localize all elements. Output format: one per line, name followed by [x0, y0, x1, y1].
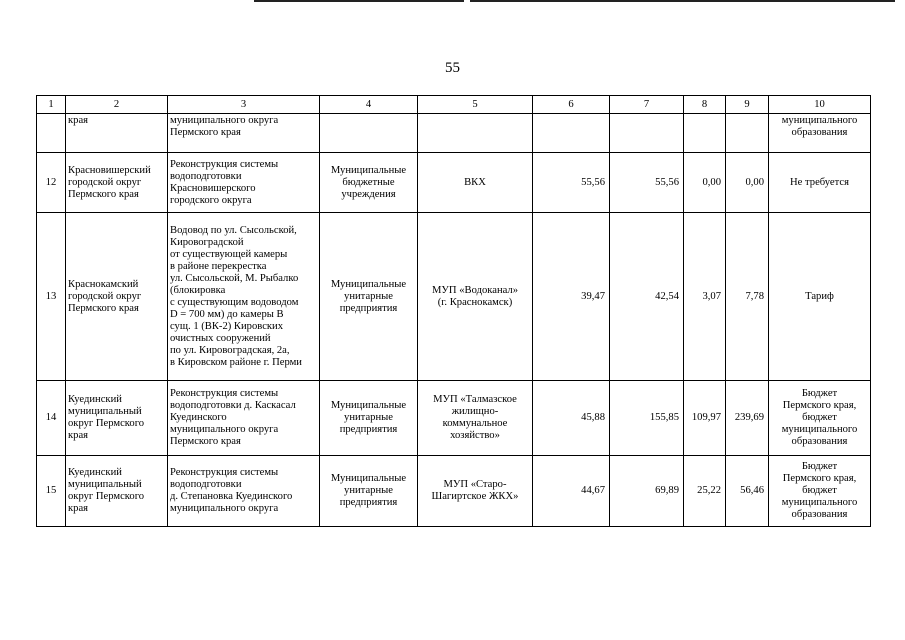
operator-cell: МУП «Старо- Шагиртское ЖКХ» — [418, 456, 533, 527]
municipality-cell: Краснокамский городской округ Пермского края — [66, 213, 168, 381]
table-row — [37, 153, 871, 213]
column-number-row — [37, 96, 871, 114]
column-number: 7 — [610, 96, 684, 114]
operator-cell: ВКХ — [418, 153, 533, 213]
organization-type-cell: Муниципальные унитарные предприятия — [320, 213, 418, 381]
row-number: 14 — [37, 381, 66, 456]
organization-type-cell: Муниципальные унитарные предприятия — [320, 456, 418, 527]
value-cell: 39,47 — [533, 213, 610, 381]
funding-source-cell: муниципального образования — [769, 114, 871, 153]
municipality-cell: края — [66, 114, 168, 153]
table-row — [37, 114, 871, 153]
scan-top-rule — [254, 0, 464, 2]
scan-top-rule — [470, 0, 895, 2]
operator-cell: МУП «Водоканал» (г. Краснокамск) — [418, 213, 533, 381]
value-cell — [533, 114, 610, 153]
value-cell: 55,56 — [610, 153, 684, 213]
column-number: 5 — [418, 96, 533, 114]
funding-source-cell: Тариф — [769, 213, 871, 381]
value-cell: 42,54 — [610, 213, 684, 381]
row-number: 13 — [37, 213, 66, 381]
row-number: 15 — [37, 456, 66, 527]
municipality-cell: Куединский муниципальный округ Пермского края — [66, 381, 168, 456]
project-cell: Реконструкция системы водоподготовки Красновишерского городского округа — [168, 153, 320, 213]
operator-cell — [418, 114, 533, 153]
value-cell: 0,00 — [726, 153, 769, 213]
value-cell — [610, 114, 684, 153]
investment-table — [36, 95, 871, 527]
project-cell: Реконструкция системы водоподготовки д. Степановка Куединского муниципального округа — [168, 456, 320, 527]
municipality-cell: Куединский муниципальный округ Пермского края — [66, 456, 168, 527]
column-number: 8 — [684, 96, 726, 114]
value-cell: 56,46 — [726, 456, 769, 527]
column-number: 3 — [168, 96, 320, 114]
page-number: 55 — [445, 60, 460, 76]
value-cell: 44,67 — [533, 456, 610, 527]
value-cell: 0,00 — [684, 153, 726, 213]
table-row — [37, 456, 871, 527]
row-number: 12 — [37, 153, 66, 213]
table-row — [37, 213, 871, 381]
value-cell: 109,97 — [684, 381, 726, 456]
project-cell: муниципального округа Пермского края — [168, 114, 320, 153]
row-number — [37, 114, 66, 153]
column-number: 4 — [320, 96, 418, 114]
value-cell — [684, 114, 726, 153]
value-cell: 155,85 — [610, 381, 684, 456]
municipality-cell: Красновишерский городской округ Пермского края — [66, 153, 168, 213]
operator-cell: МУП «Талмазское жилищно- коммунальное хозяйство» — [418, 381, 533, 456]
organization-type-cell: Муниципальные унитарные предприятия — [320, 381, 418, 456]
value-cell: 25,22 — [684, 456, 726, 527]
column-number: 1 — [37, 96, 66, 114]
organization-type-cell — [320, 114, 418, 153]
table-row — [37, 381, 871, 456]
column-number: 6 — [533, 96, 610, 114]
funding-source-cell: Бюджет Пермского края, бюджет муниципального образования — [769, 456, 871, 527]
value-cell: 69,89 — [610, 456, 684, 527]
value-cell: 7,78 — [726, 213, 769, 381]
value-cell: 45,88 — [533, 381, 610, 456]
value-cell: 55,56 — [533, 153, 610, 213]
value-cell: 3,07 — [684, 213, 726, 381]
project-cell: Водовод по ул. Сысольской, Кировоградской от существующей камеры в районе перекрестка ул. Сысольской, М. Рыбалко (блокировка с существующим водоводом D = 700 мм) до камеры В сущ. 1 (ВК-2) Кировских очистных сооружений по ул. Кировоградская, 2а, в Кировском районе г. Перми — [168, 213, 320, 381]
funding-source-cell: Бюджет Пермского края, бюджет муниципального образования — [769, 381, 871, 456]
organization-type-cell: Муниципальные бюджетные учреждения — [320, 153, 418, 213]
project-cell: Реконструкция системы водоподготовки д. Каскасал Куединского муниципального округа Пермского края — [168, 381, 320, 456]
value-cell: 239,69 — [726, 381, 769, 456]
column-number: 9 — [726, 96, 769, 114]
value-cell — [726, 114, 769, 153]
column-number: 2 — [66, 96, 168, 114]
funding-source-cell: Не требуется — [769, 153, 871, 213]
column-number: 10 — [769, 96, 871, 114]
